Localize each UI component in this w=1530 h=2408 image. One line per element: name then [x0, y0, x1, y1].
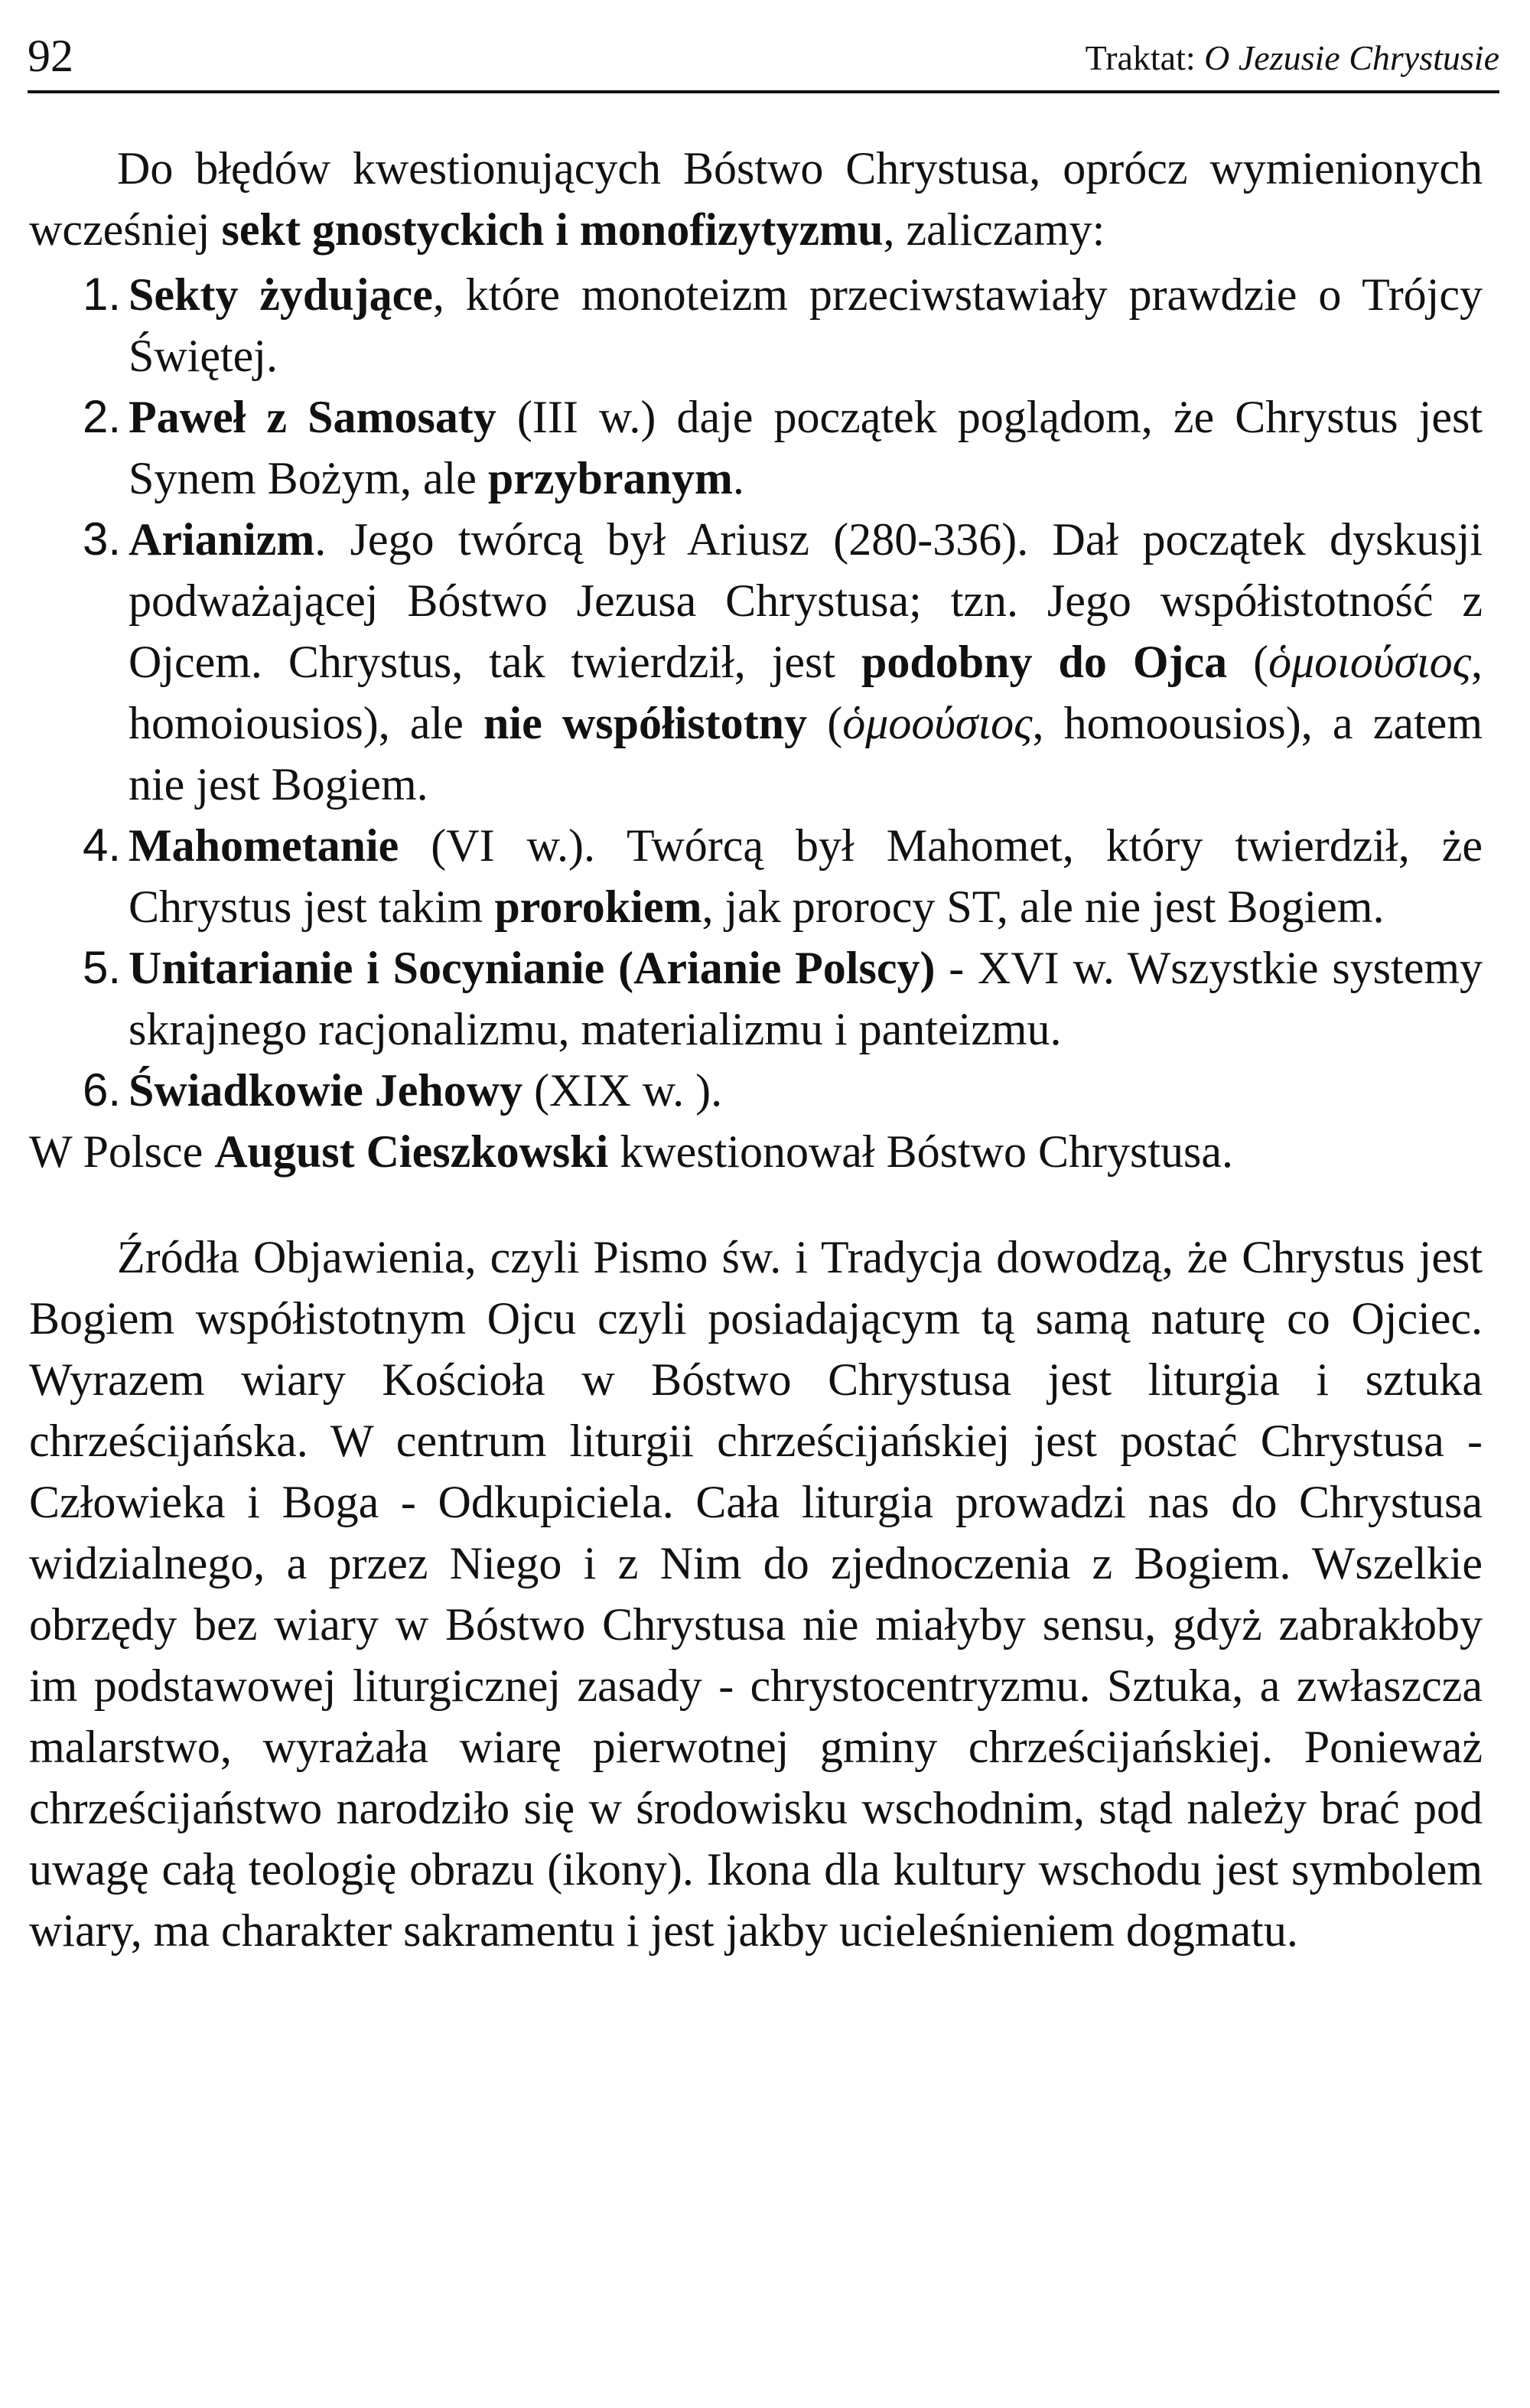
list-item — [29, 937, 1483, 1060]
list-item-bold: Świadkowie Jehowy — [129, 1065, 523, 1116]
page-number: 92 — [28, 31, 73, 81]
list-item-text: (III w.) daje początek poglądom, że Chrystus jest Synem Bożym, ale — [129, 392, 1483, 503]
running-head-title: O Jezusie Chrystusie — [1204, 38, 1499, 77]
note-text-end: kwestionował Bóstwo Chrystusa. — [608, 1126, 1233, 1177]
list-item-bold: Mahometanie — [129, 820, 399, 871]
list-item-text: (XIX w. ). — [522, 1065, 723, 1116]
list-number: 4. — [82, 820, 121, 871]
list-item-bold: prorokiem — [494, 881, 702, 932]
list-item — [29, 815, 1483, 937]
list-item-bold: Sekty żydujące — [129, 269, 433, 320]
list-item-bold: przybranym — [487, 453, 733, 503]
list-item-text: ( — [807, 698, 843, 748]
list-item-bold: Paweł z Samosaty — [129, 392, 496, 442]
list-number: 5. — [82, 942, 121, 993]
list-item — [29, 1060, 1483, 1121]
list-item-bold: Arianizm — [129, 514, 315, 565]
list-item-text: , jak prorocy ST, ale nie jest Bogiem. — [702, 881, 1385, 932]
body-paragraph: Źródła Objawienia, czyli Pismo św. i Tradycja dowodzą, że Chrystus jest Bogiem współistotnym Ojcu czyli posiadającym tą samą naturę co Ojciec. Wyrazem wiary Kościoła w Bóstwo Chrystusa jest liturgia i sztuka chrześcijańska. W centrum liturgii chrześcijańskiej jest postać Chrystusa - Człowieka i Boga - Odkupiciela. Cała liturgia prowadzi nas do Chrystusa widzialnego, a przez Niego i z Nim do zjednoczenia z Bogiem. Wszelkie obrzędy bez wiary w Bóstwo Chrystusa nie miałyby sensu, gdyż zabrakłoby im podstawowej liturgicznej zasady - chrystocentryzmu. Sztuka, a zwłaszcza malarstwo, wyrażała wiarę pierwotnej gminy chrześcijańskiej. Ponieważ chrześcijaństwo narodziło się w środowisku wschodnim, stąd należy brać pod uwagę całą teologię obrazu (ikony). Ikona dla kultury wschodu jest symbolem wiary, ma charakter sakramentu i jest jakby ucieleśnieniem dogmatu. — [29, 1232, 1483, 1956]
page-header — [28, 28, 1499, 93]
list-number: 2. — [82, 391, 121, 442]
list-item-text: (VI w.). Twórcą był Mahomet, który twierdził, że Chrystus jest takim — [129, 820, 1483, 932]
list-item-text: . Jego twórcą był Ariusz (280-336). Dał początek dyskusji podważającej Bóstwo Jezusa Chrystusa; tzn. Jego współistotność z Ojcem. Chrystus, tak twierdził, jest — [129, 514, 1483, 687]
note-bold: August Cieszkowski — [214, 1126, 609, 1177]
intro-text-end: , zaliczamy: — [883, 204, 1105, 255]
greek-term: ὁμοούσιος — [842, 698, 1033, 748]
note-text: W Polsce — [29, 1126, 215, 1177]
running-head — [1086, 35, 1499, 81]
list-number: 3. — [82, 513, 121, 565]
running-head-prefix: Traktat: — [1085, 38, 1196, 77]
list-item-bold: podobny do Ojca — [861, 637, 1228, 687]
intro-paragraph — [29, 138, 1483, 260]
list-item — [29, 509, 1483, 815]
list-item-text: ( — [1227, 637, 1269, 687]
note-paragraph — [29, 1121, 1483, 1182]
list-item-text: , które monoteizm przeciwstawiały prawdzie o Trójcy Świętej. — [129, 269, 1483, 381]
errors-list — [29, 264, 1483, 1121]
list-item-bold: Unitarianie i Socynianie (Arianie Polscy) — [129, 943, 936, 993]
list-item-text: , homoousios), a zatem nie jest Bogiem. — [129, 698, 1483, 810]
list-number: 6. — [82, 1064, 121, 1116]
list-item — [29, 264, 1483, 386]
page-body — [29, 138, 1483, 1961]
list-item-bold: nie współistotny — [483, 698, 807, 748]
list-item-text: - XVI w. Wszystkie systemy skrajnego racjonalizmu, materializmu i panteizmu. — [129, 943, 1483, 1054]
list-number: 1. — [82, 269, 121, 320]
greek-term: ὁμοιούσιος — [1268, 637, 1471, 687]
list-item-text: . — [732, 453, 744, 503]
intro-text: Do błędów kwestionujących Bóstwo Chrystusa, oprócz wymienionych wcześniej — [29, 143, 1483, 255]
list-item-text: , homoiousios), ale — [129, 637, 1483, 748]
list-item — [29, 386, 1483, 509]
intro-bold: sekt gnostyckich i monofizytyzmu — [221, 204, 884, 255]
